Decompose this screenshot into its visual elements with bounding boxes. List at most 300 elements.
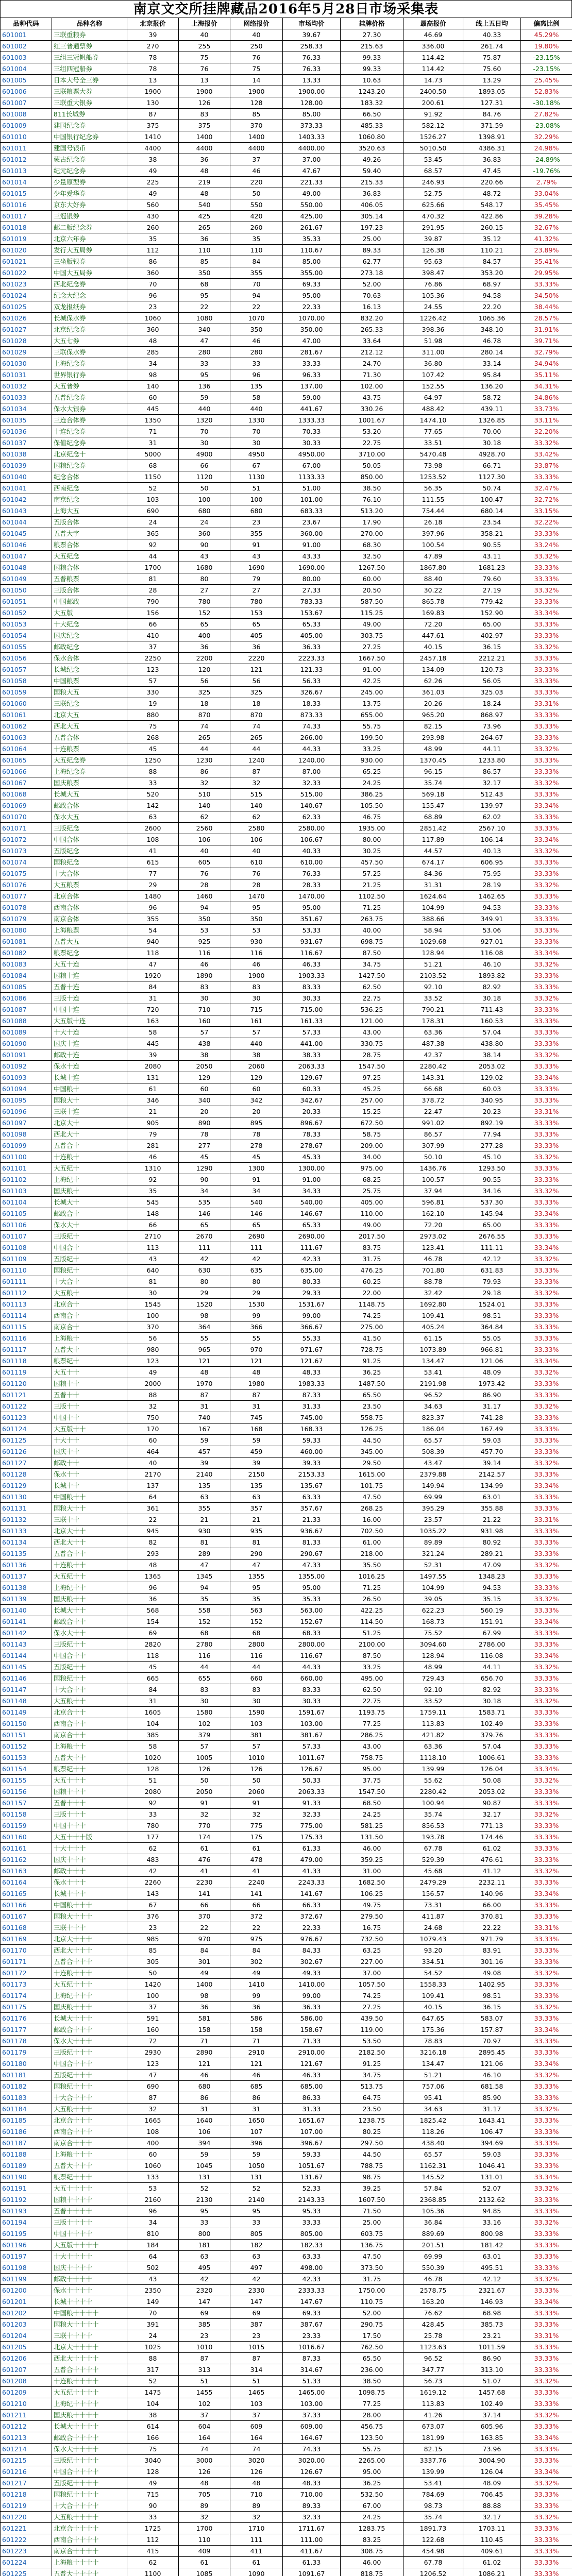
item-name: 三联纪念 (52, 698, 127, 709)
table-row (1, 913, 572, 925)
highest-price: 865.78 (403, 596, 463, 607)
table-row (1, 755, 572, 766)
beijing-price: 75 (127, 2444, 179, 2455)
deviation-ratio: 33.32% (521, 2410, 572, 2421)
listing-price: 32.50 (341, 551, 403, 562)
beijing-price: 75 (127, 721, 179, 732)
shanghai-price: 1890 (179, 970, 230, 981)
beijing-price: 980 (127, 1344, 179, 1355)
five-day-average: 47.45 (463, 165, 521, 177)
highest-price: 754.44 (403, 505, 463, 517)
item-name: 长城十十 (52, 1480, 127, 1492)
five-day-average: 73.96 (463, 721, 521, 732)
beijing-price: 640 (127, 1265, 179, 1276)
item-code: 601218 (1, 2489, 52, 2500)
beijing-price: 68 (127, 460, 179, 471)
shanghai-price: 476 (179, 1854, 230, 1866)
shanghai-price: 280 (179, 347, 230, 358)
listing-price: 106.25 (341, 1888, 403, 1900)
five-day-average: 98.51 (463, 1990, 521, 2002)
market-average: 460.00 (283, 1446, 341, 1458)
market-average: 121.67 (283, 2058, 341, 2070)
table-row (1, 709, 572, 721)
beijing-price: 104 (127, 1718, 179, 1730)
listing-price: 26.50 (341, 1594, 403, 1605)
highest-price: 1497.55 (403, 1571, 463, 1582)
item-code: 601022 (1, 267, 52, 279)
table-row (1, 2262, 572, 2274)
highest-price: 65.57 (403, 2149, 463, 2160)
deviation-ratio: 33.33% (521, 2489, 572, 2500)
item-code: 601021 (1, 256, 52, 267)
online-price: 53 (230, 925, 283, 936)
deviation-ratio: 33.32% (521, 1458, 572, 1469)
table-row (1, 313, 572, 324)
highest-price: 529.39 (403, 1854, 463, 1866)
online-price: 95 (230, 2206, 283, 2217)
beijing-price: 5000 (127, 449, 179, 460)
online-price: 370 (230, 120, 283, 131)
market-average: 372.67 (283, 1911, 341, 1922)
highest-price: 117.89 (403, 834, 463, 845)
shanghai-price: 174 (179, 1832, 230, 1843)
item-code: 601070 (1, 811, 52, 823)
item-code: 601026 (1, 313, 52, 324)
item-name: 少年爱华券 (52, 188, 127, 199)
listing-price: 49.00 (341, 1219, 403, 1231)
deviation-ratio: 32.22% (521, 517, 572, 528)
shanghai-price: 1400 (179, 131, 230, 143)
five-day-average: 43.11 (463, 551, 521, 562)
item-code: 601039 (1, 460, 52, 471)
market-average: 86.33 (283, 2092, 341, 2104)
deviation-ratio: 33.33% (521, 1752, 572, 1764)
beijing-price: 940 (127, 936, 179, 947)
market-average: 51.33 (283, 2376, 341, 2387)
highest-price: 378.72 (403, 1095, 463, 1106)
online-price: 103 (230, 2398, 283, 2410)
beijing-price: 37 (127, 2002, 179, 2013)
item-code: 601182 (1, 2081, 52, 2092)
five-day-average: 23.21 (463, 2330, 521, 2342)
listing-price: 17.90 (341, 517, 403, 528)
item-code: 601090 (1, 1038, 52, 1049)
table-row (1, 2070, 572, 2081)
five-day-average: 36.15 (463, 641, 521, 653)
item-code: 601222 (1, 2534, 52, 2546)
shanghai-price: 740 (179, 1412, 230, 1423)
item-name: 邮政十连 (52, 1049, 127, 1061)
deviation-ratio: 33.32% (521, 2104, 572, 2115)
shanghai-price: 33 (179, 358, 230, 369)
shanghai-price: 870 (179, 709, 230, 721)
listing-price: 83.25 (341, 2534, 403, 2546)
item-code: 601188 (1, 2149, 52, 2160)
five-day-average: 23.54 (463, 517, 521, 528)
beijing-price: 42 (127, 1866, 179, 1877)
deviation-ratio: 33.33% (521, 687, 572, 698)
table-row (1, 2251, 572, 2262)
beijing-price: 945 (127, 1526, 179, 1537)
highest-price: 421.82 (403, 1730, 463, 1741)
table-row (1, 1775, 572, 1786)
listing-price: 1193.75 (341, 1707, 403, 1718)
market-average: 63.33 (283, 2251, 341, 2262)
item-code: 601217 (1, 2478, 52, 2489)
item-name: 保水大十 (52, 1219, 127, 1231)
deviation-ratio: 33.34% (521, 1650, 572, 1662)
table-row (1, 2126, 572, 2138)
table-row (1, 936, 572, 947)
five-day-average: 151.91 (463, 1616, 521, 1628)
listing-price: 65.50 (341, 1389, 403, 1401)
listing-price: 197.23 (341, 222, 403, 233)
item-name: 五普十十十十 (52, 2206, 127, 2217)
shanghai-price: 110 (179, 2534, 230, 2546)
table-row (1, 777, 572, 789)
market-average: 515.00 (283, 789, 341, 800)
table-row (1, 1219, 572, 1231)
market-average: 66.33 (283, 1900, 341, 1911)
listing-price: 22.75 (341, 993, 403, 1004)
shanghai-price: 42 (179, 1253, 230, 1265)
highest-price: 201.51 (403, 2240, 463, 2251)
listing-price: 49.75 (341, 1900, 403, 1911)
market-average: 43.33 (283, 551, 341, 562)
market-average: 936.67 (283, 1526, 341, 1537)
deviation-ratio: 33.33% (521, 471, 572, 483)
item-code: 601161 (1, 1843, 52, 1854)
shanghai-price: 43 (179, 551, 230, 562)
deviation-ratio: 27.82% (521, 109, 572, 120)
highest-price: 596.81 (403, 1197, 463, 1208)
shanghai-price: 800 (179, 2228, 230, 2240)
online-price: 20 (230, 1106, 283, 1117)
item-name: 双龙报纸券 (52, 301, 127, 313)
shanghai-price: 385 (179, 2319, 230, 2330)
highest-price: 51.21 (403, 2070, 463, 2081)
table-row (1, 1458, 572, 1469)
listing-price: 59.40 (341, 165, 403, 177)
item-name: 粮票合体 (52, 539, 127, 551)
online-price: 1710 (230, 2523, 283, 2534)
online-price: 3020 (230, 2455, 283, 2466)
item-code: 601225 (1, 2568, 52, 2576)
five-day-average: 29.18 (463, 1287, 521, 1299)
column-header: 最高报价 (403, 18, 463, 29)
table-row (1, 1480, 572, 1492)
highest-price: 98.73 (403, 2500, 463, 2512)
highest-price: 1029.68 (403, 936, 463, 947)
shanghai-price: 400 (179, 630, 230, 641)
shanghai-price: 40 (179, 29, 230, 41)
five-day-average: 83.91 (463, 1945, 521, 1956)
item-code: 601069 (1, 800, 52, 811)
item-code: 601189 (1, 2160, 52, 2172)
deviation-ratio: 33.32% (521, 2183, 572, 2194)
shanghai-price: 89 (179, 2500, 230, 2512)
highest-price: 53.45 (403, 154, 463, 165)
beijing-price: 84 (127, 981, 179, 993)
five-day-average: 127.31 (463, 97, 521, 109)
beijing-price: 62 (127, 1843, 179, 1854)
five-day-average: 46.78 (463, 335, 521, 347)
deviation-ratio: 33.31% (521, 1514, 572, 1526)
market-average: 1011.67 (283, 1752, 341, 1764)
online-price: 121 (230, 1355, 283, 1367)
beijing-price: 1060 (127, 2160, 179, 2172)
five-day-average: 289.21 (463, 1548, 521, 1560)
listing-price: 1238.75 (341, 2115, 403, 2126)
listing-price: 35.50 (341, 1560, 403, 1571)
market-average: 355.00 (283, 267, 341, 279)
shanghai-price: 86 (179, 2092, 230, 2104)
five-day-average: 280.14 (463, 347, 521, 358)
shanghai-price: 36 (179, 641, 230, 653)
five-day-average: 2132.62 (463, 2194, 521, 2206)
beijing-price: 1350 (127, 415, 179, 426)
listing-price: 66.50 (341, 109, 403, 120)
online-price: 41 (230, 1866, 283, 1877)
deviation-ratio: 33.32% (521, 1185, 572, 1197)
item-name: 中国大五局券 (52, 267, 127, 279)
item-name: 十大十十十 (52, 1843, 127, 1854)
market-average: 13.33 (283, 75, 341, 86)
five-day-average: 60.03 (463, 1083, 521, 1095)
listing-price: 36.83 (341, 188, 403, 199)
listing-price: 1283.75 (341, 2523, 403, 2534)
five-day-average: 34.16 (463, 1185, 521, 1197)
deviation-ratio: 33.33% (521, 1344, 572, 1355)
market-average: 302.67 (283, 1956, 341, 1968)
table-row (1, 63, 572, 75)
five-day-average: 277.28 (463, 1140, 521, 1151)
online-price: 50 (230, 188, 283, 199)
beijing-price: 88 (127, 766, 179, 777)
table-row (1, 1185, 572, 1197)
listing-price: 91.00 (341, 664, 403, 675)
deviation-ratio: 33.34% (521, 800, 572, 811)
five-day-average: 90.55 (463, 1174, 521, 1185)
deviation-ratio: 33.32% (521, 641, 572, 653)
listing-price: 74.25 (341, 1310, 403, 1321)
table-row (1, 2183, 572, 2194)
five-day-average: 631.83 (463, 1265, 521, 1276)
market-average: 89.33 (283, 2500, 341, 2512)
item-name: 大五纪念券 (52, 755, 127, 766)
highest-price: 72.20 (403, 619, 463, 630)
highest-price: 139.99 (403, 2466, 463, 2478)
deviation-ratio: 33.34% (521, 2432, 572, 2444)
listing-price: 34.00 (341, 1151, 403, 1163)
beijing-price: 47 (127, 2070, 179, 2081)
deviation-ratio: 33.33% (521, 1537, 572, 1548)
highest-price: 111.55 (403, 494, 463, 505)
online-price: 107 (230, 2126, 283, 2138)
highest-price: 388.66 (403, 913, 463, 925)
table-row (1, 471, 572, 483)
deviation-ratio: 33.42% (521, 449, 572, 460)
online-price: 111 (230, 2534, 283, 2546)
item-name: 南京合十十十十 (52, 2546, 127, 2557)
table-row (1, 437, 572, 449)
item-code: 601195 (1, 2228, 52, 2240)
market-average: 1133.33 (283, 471, 341, 483)
market-average: 290.67 (283, 1548, 341, 1560)
table-row (1, 845, 572, 857)
item-code: 601081 (1, 936, 52, 947)
listing-price: 74.25 (341, 1990, 403, 2002)
market-average: 266.00 (283, 732, 341, 743)
online-price: 89 (230, 2500, 283, 2512)
listing-price: 20.50 (341, 585, 403, 596)
highest-price: 86.57 (403, 1129, 463, 1140)
online-price: 83 (230, 1684, 283, 1696)
highest-price: 156.57 (403, 1888, 463, 1900)
deviation-ratio: 33.33% (521, 1582, 572, 1594)
beijing-price: 2350 (127, 2285, 179, 2296)
beijing-price: 60 (127, 2149, 179, 2160)
shanghai-price: 22 (179, 301, 230, 313)
beijing-price: 142 (127, 800, 179, 811)
highest-price: 625.66 (403, 199, 463, 211)
shanghai-price: 1580 (179, 1707, 230, 1718)
beijing-price: 66 (127, 619, 179, 630)
beijing-price: 41 (127, 845, 179, 857)
market-average: 31.33 (283, 1401, 341, 1412)
shanghai-price: 29 (179, 1287, 230, 1299)
market-average: 85.00 (283, 256, 341, 267)
deviation-ratio: 33.33% (521, 1605, 572, 1616)
shanghai-price: 100 (179, 494, 230, 505)
market-average: 350.00 (283, 324, 341, 335)
five-day-average: 157.87 (463, 2024, 521, 2036)
table-row (1, 687, 572, 698)
listing-price: 27.30 (341, 29, 403, 41)
beijing-price: 502 (127, 2262, 179, 2274)
shanghai-price: 3000 (179, 2455, 230, 2466)
beijing-price: 60 (127, 392, 179, 403)
listing-price: 17.50 (341, 2330, 403, 2342)
item-name: 三版纪十十十十 (52, 2455, 127, 2466)
item-name: 邮政纪念 (52, 641, 127, 653)
highest-price: 82.15 (403, 2444, 463, 2455)
deviation-ratio: 33.33% (521, 2240, 572, 2251)
market-average: 158.67 (283, 2024, 341, 2036)
table-row (1, 1446, 572, 1458)
listing-price: 80.00 (341, 834, 403, 845)
highest-price: 73.98 (403, 460, 463, 471)
online-price: 935 (230, 1526, 283, 1537)
beijing-price: 1420 (127, 1979, 179, 1990)
listing-price: 95.00 (341, 1764, 403, 1775)
market-average: 441.67 (283, 403, 341, 415)
beijing-price: 45 (127, 743, 179, 755)
item-code: 601093 (1, 1072, 52, 1083)
market-average: 1900.00 (283, 86, 341, 97)
online-price: 290 (230, 1548, 283, 1560)
highest-price: 66.68 (403, 1083, 463, 1095)
listing-price: 46.00 (341, 1843, 403, 1854)
beijing-price: 170 (127, 1423, 179, 1435)
beijing-price: 60 (127, 1435, 179, 1446)
deviation-ratio: 33.32% (521, 585, 572, 596)
market-average: 56.33 (283, 675, 341, 687)
online-price: 610 (230, 857, 283, 868)
item-name: 五普大十十十 (52, 2160, 127, 2172)
market-average: 1051.67 (283, 2160, 341, 2172)
highest-price: 1436.76 (403, 1163, 463, 1174)
item-code: 601108 (1, 1242, 52, 1253)
beijing-price: 281 (127, 1140, 179, 1151)
beijing-price: 36 (127, 1594, 179, 1605)
market-average: 27.33 (283, 585, 341, 596)
market-average: 61.33 (283, 2557, 341, 2568)
five-day-average: 94.53 (463, 1582, 521, 1594)
table-row (1, 1310, 572, 1321)
item-code: 601012 (1, 154, 52, 165)
highest-price: 63.36 (403, 1027, 463, 1038)
table-row (1, 1276, 572, 1287)
online-price: 550 (230, 199, 283, 211)
five-day-average: 181.42 (463, 2240, 521, 2251)
beijing-price: 69 (127, 1628, 179, 1639)
market-average: 62.33 (283, 811, 341, 823)
market-average: 373.33 (283, 120, 341, 131)
online-price: 51 (230, 483, 283, 494)
item-name: 五普十十 (52, 1389, 127, 1401)
item-code: 601187 (1, 2138, 52, 2149)
online-price: 99 (230, 1310, 283, 1321)
shanghai-price: 39 (179, 1458, 230, 1469)
item-name: 西南合体 (52, 902, 127, 913)
market-average: 141.67 (283, 1888, 341, 1900)
beijing-price: 23 (127, 1922, 179, 1934)
online-price: 31 (230, 1401, 283, 1412)
beijing-price: 62 (127, 2557, 179, 2568)
highest-price: 395.29 (403, 1503, 463, 1514)
online-price: 1690 (230, 562, 283, 573)
shanghai-price: 36 (179, 233, 230, 245)
market-average: 1531.67 (283, 1299, 341, 1310)
five-day-average: 1583.71 (463, 1707, 521, 1718)
item-name: 北京纪念十 (52, 449, 127, 460)
shanghai-price: 68 (179, 279, 230, 290)
item-name: 上海大五 (52, 505, 127, 517)
five-day-average: 53.06 (463, 925, 521, 936)
item-code: 601113 (1, 1299, 52, 1310)
five-day-average: 1293.50 (463, 1163, 521, 1174)
shanghai-price: 59 (179, 1435, 230, 1446)
listing-price: 38.50 (341, 2376, 403, 2387)
deviation-ratio: 33.34% (521, 1072, 572, 1083)
item-name: 五普大十十 (52, 1752, 127, 1764)
item-name: 长城纪念 (52, 664, 127, 675)
table-row (1, 52, 572, 63)
beijing-price: 49 (127, 2478, 179, 2489)
market-average: 1355.00 (283, 1571, 341, 1582)
five-day-average: 656.70 (463, 1673, 521, 1684)
table-row (1, 573, 572, 585)
beijing-price: 780 (127, 1820, 179, 1832)
beijing-price: 19 (127, 698, 179, 709)
deviation-ratio: 33.32% (521, 437, 572, 449)
five-day-average: 94.53 (463, 902, 521, 913)
table-row (1, 1866, 572, 1877)
table-row (1, 505, 572, 517)
online-price: 2060 (230, 1061, 283, 1072)
listing-price: 70.63 (341, 290, 403, 301)
